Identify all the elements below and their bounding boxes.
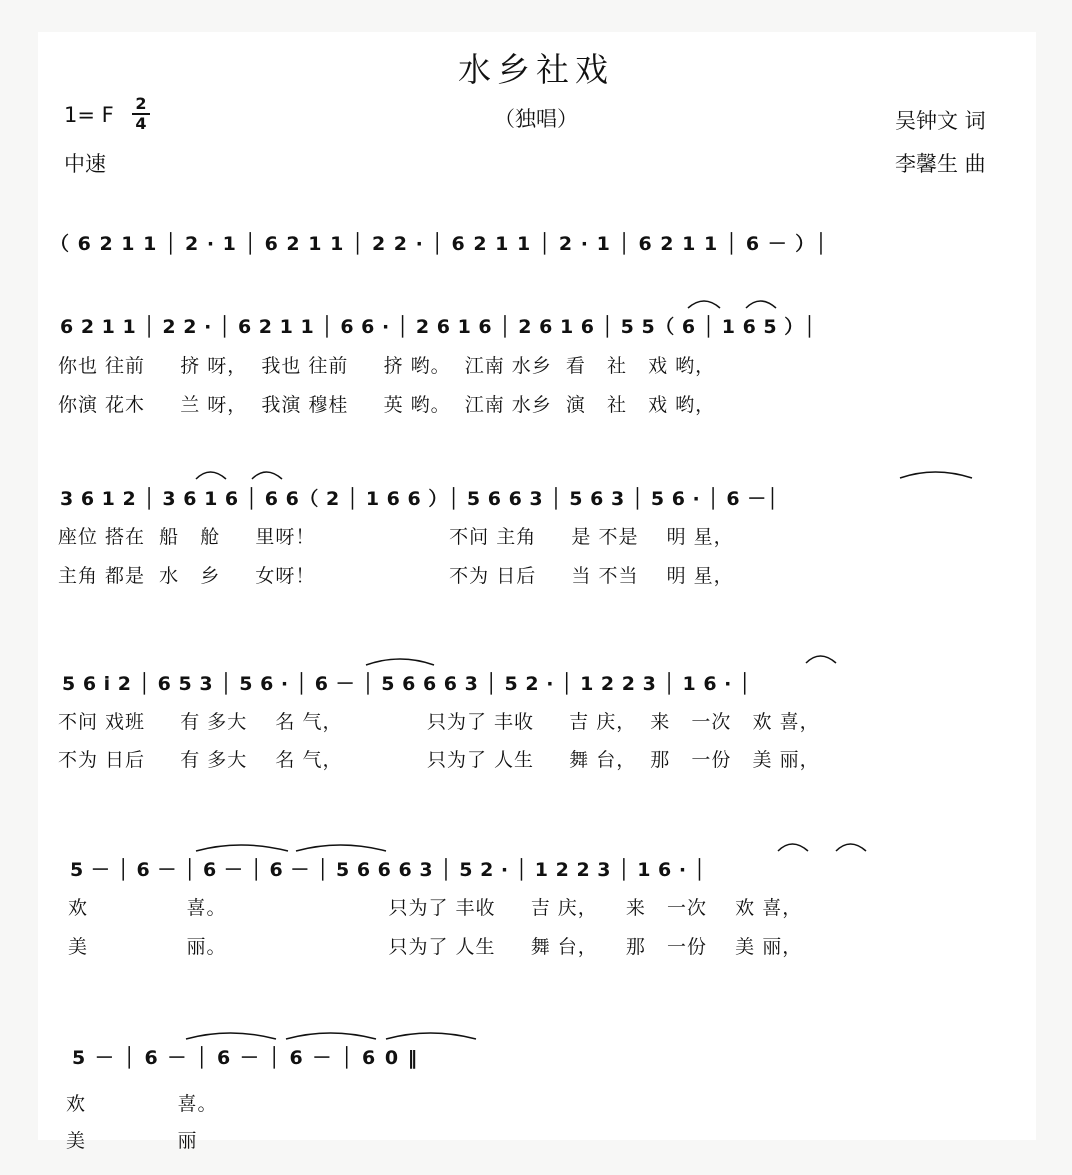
notation-row-1: （ 6 2 1 1 │ 2 · 1 │ 6 2 1 1 │ 2 2 · │ 6 2 1 1 │ 2 · 1 │ 6 2 1 1 │ 6 － ）│ bbox=[50, 233, 828, 255]
tempo-marking: 中速 bbox=[64, 152, 106, 176]
notation-row-2: 6 2 1 1 │ 2 2 · │ 6 2 1 1 │ 6 6 · │ 2 6 1 6 │ 2 6 1 6 │ 5 5（ 6 │ 1 6 5 ）│ bbox=[60, 316, 816, 338]
slur bbox=[778, 844, 808, 851]
time-sig-bottom: 4 bbox=[135, 114, 147, 133]
song-title: 水乡社戏 bbox=[458, 50, 614, 89]
composer-credit: 李馨生 曲 bbox=[895, 152, 986, 176]
lyrics-row-5-verse-1: 欢 喜。 只为了 丰收 吉 庆， 来 一次 欢 喜， bbox=[68, 897, 803, 919]
slur bbox=[196, 472, 226, 479]
key-signature: 1= F bbox=[64, 103, 114, 127]
slur bbox=[836, 844, 866, 851]
notation-row-5: 5 － │ 6 － │ 6 － │ 6 － │ 5 6 6 6 3 │ 5 2 · │ 1 2 2 3 │ 1 6 · │ bbox=[70, 859, 706, 881]
slur bbox=[806, 656, 836, 663]
tie bbox=[366, 659, 434, 665]
tie bbox=[186, 1033, 276, 1039]
slur bbox=[688, 301, 720, 308]
lyricist-credit: 吴钟文 词 bbox=[895, 109, 986, 133]
tie bbox=[196, 845, 288, 851]
time-sig-top: 2 bbox=[135, 94, 147, 113]
notation-row-4: 5 6 i 2 │ 6 5 3 │ 5 6 · │ 6 － │ 5 6 6 6 3 │ 5 2 · │ 1 2 2 3 │ 1 6 · │ bbox=[62, 673, 751, 695]
slur bbox=[252, 472, 282, 479]
lyrics-row-3-verse-1: 座位 搭在 船 舱 里呀！ 不问 主角 是 不是 明 星， bbox=[58, 526, 734, 548]
tie bbox=[296, 845, 386, 851]
tie bbox=[286, 1033, 376, 1039]
lyrics-row-2-verse-1: 你也 往前 挤 呀， 我也 往前 挤 哟。 江南 水乡 看 社 戏 哟， bbox=[58, 355, 716, 377]
lyrics-row-2-verse-2: 你演 花木 兰 呀， 我演 穆桂 英 哟。 江南 水乡 演 社 戏 哟， bbox=[58, 394, 716, 416]
lyrics-row-4-verse-2: 不为 日后 有 多大 名 气， 只为了 人生 舞 台， 那 一份 美 丽， bbox=[58, 749, 820, 771]
notation-row-3: 3 6 1 2 │ 3 6 1 6 │ 6 6（ 2 │ 1 6 6 ）│ 5 6 6 3 │ 5 6 3 │ 5 6 · │ 6 －│ bbox=[60, 488, 779, 510]
notation-row-6: 5 － │ 6 － │ 6 － │ 6 － │ 6 0 ‖ bbox=[72, 1047, 419, 1069]
slur bbox=[746, 301, 776, 308]
lyrics-row-5-verse-2: 美 丽。 只为了 人生 舞 台， 那 一份 美 丽， bbox=[68, 936, 803, 958]
lyrics-row-6-verse-2: 美 丽 bbox=[66, 1130, 198, 1152]
subtitle: （独唱） bbox=[494, 107, 578, 131]
lyrics-row-3-verse-2: 主角 都是 水 乡 女呀！ 不为 日后 当 不当 明 星， bbox=[58, 565, 734, 587]
lyrics-row-6-verse-1: 欢 喜。 bbox=[66, 1093, 218, 1115]
tie bbox=[900, 472, 972, 478]
lyrics-row-4-verse-1: 不问 戏班 有 多大 名 气， 只为了 丰收 吉 庆， 来 一次 欢 喜， bbox=[58, 711, 820, 733]
tie bbox=[386, 1033, 476, 1039]
